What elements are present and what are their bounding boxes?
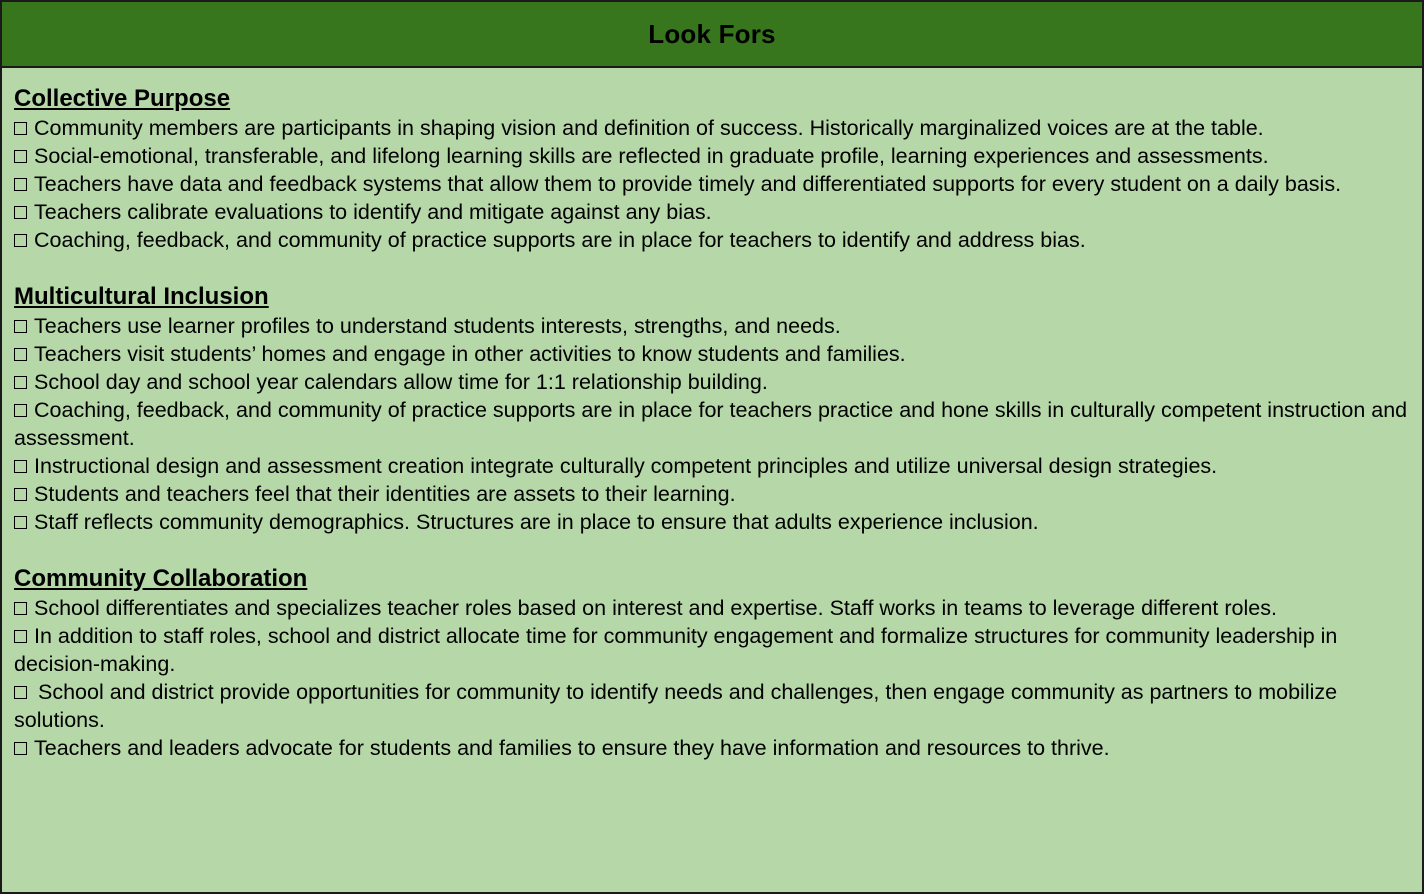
checklist-item [14,452,1410,480]
checkbox-icon[interactable] [14,376,27,389]
checkbox-icon[interactable] [14,686,27,699]
checklist-item-text: School differentiates and specializes teacher roles based on interest and expertise. Staff works in teams to leverage different roles. [34,596,1277,620]
checklist-item [14,340,1410,368]
checklist-item-text: Teachers have data and feedback systems that allow them to provide timely and differentiated supports for every student on a daily basis. [34,172,1342,196]
checklist-item-text: Coaching, feedback, and community of practice supports are in place for teachers to identify and address bias. [34,228,1086,252]
checklist-item-text: Community members are participants in shaping vision and definition of success. Historically marginalized voices are at the table. [34,116,1264,140]
checklist-item [14,594,1410,622]
checklist-item-text: School day and school year calendars allow time for 1:1 relationship building. [34,370,768,394]
checklist-item [14,508,1410,536]
section-multicultural-inclusion [14,282,1410,536]
checklist-item [14,622,1410,678]
checkbox-icon[interactable] [14,460,27,473]
section-title: Community Collaboration [14,565,308,592]
checklist-item-text: Teachers calibrate evaluations to identify and mitigate against any bias. [34,200,712,224]
checklist-item-text: Social-emotional, transferable, and lifelong learning skills are reflected in graduate profile, learning experiences and assessments. [34,144,1269,168]
checklist-item [14,480,1410,508]
checkbox-icon[interactable] [14,150,27,163]
checklist-item [14,226,1410,254]
checklist-item-text: In addition to staff roles, school and district allocate time for community engagement and formalize structures for community leadership in decision-making. [14,624,1338,676]
checkbox-icon[interactable] [14,122,27,135]
checkbox-icon[interactable] [14,320,27,333]
checklist-item [14,368,1410,396]
checklist-item [14,678,1410,734]
table-title: Look Fors [648,18,776,49]
checkbox-icon[interactable] [14,516,27,529]
table-body [2,68,1422,762]
section-title: Collective Purpose [14,85,231,112]
checkbox-icon[interactable] [14,630,27,643]
checklist-item-text: Teachers use learner profiles to understand students interests, strengths, and needs. [34,314,841,338]
checkbox-icon[interactable] [14,488,27,501]
checklist-item-text: Coaching, feedback, and community of practice supports are in place for teachers practice and hone skills in culturally competent instruction and assessment. [14,398,1408,450]
section-title: Multicultural Inclusion [14,283,269,310]
checklist-item-text: Staff reflects community demographics. Structures are in place to ensure that adults experience inclusion. [34,510,1039,534]
checklist-item [14,734,1410,762]
checkbox-icon[interactable] [14,178,27,191]
checklist-item [14,142,1410,170]
checklist-item [14,170,1410,198]
checklist-item-text: Teachers and leaders advocate for students and families to ensure they have information and resources to thrive. [34,736,1110,760]
checklist-item-text: Students and teachers feel that their identities are assets to their learning. [34,482,736,506]
checkbox-icon[interactable] [14,234,27,247]
checklist-item [14,198,1410,226]
section-collective-purpose [14,84,1410,254]
checkbox-icon[interactable] [14,602,27,615]
checkbox-icon[interactable] [14,404,27,417]
checkbox-icon[interactable] [14,742,27,755]
section-community-collaboration [14,564,1410,762]
checkbox-icon[interactable] [14,206,27,219]
checklist-item-text: School and district provide opportunities for community to identify needs and challenges, then engage community as partners to mobilize solutions. [14,680,1338,732]
checklist-item-text: Instructional design and assessment creation integrate culturally competent principles and utilize universal design strategies. [34,454,1218,478]
checklist-item [14,396,1410,452]
checklist-item [14,312,1410,340]
checklist-item [14,114,1410,142]
table-header [2,2,1422,68]
checklist-item-text: Teachers visit students’ homes and engage in other activities to know students and families. [34,342,906,366]
checkbox-icon[interactable] [14,348,27,361]
